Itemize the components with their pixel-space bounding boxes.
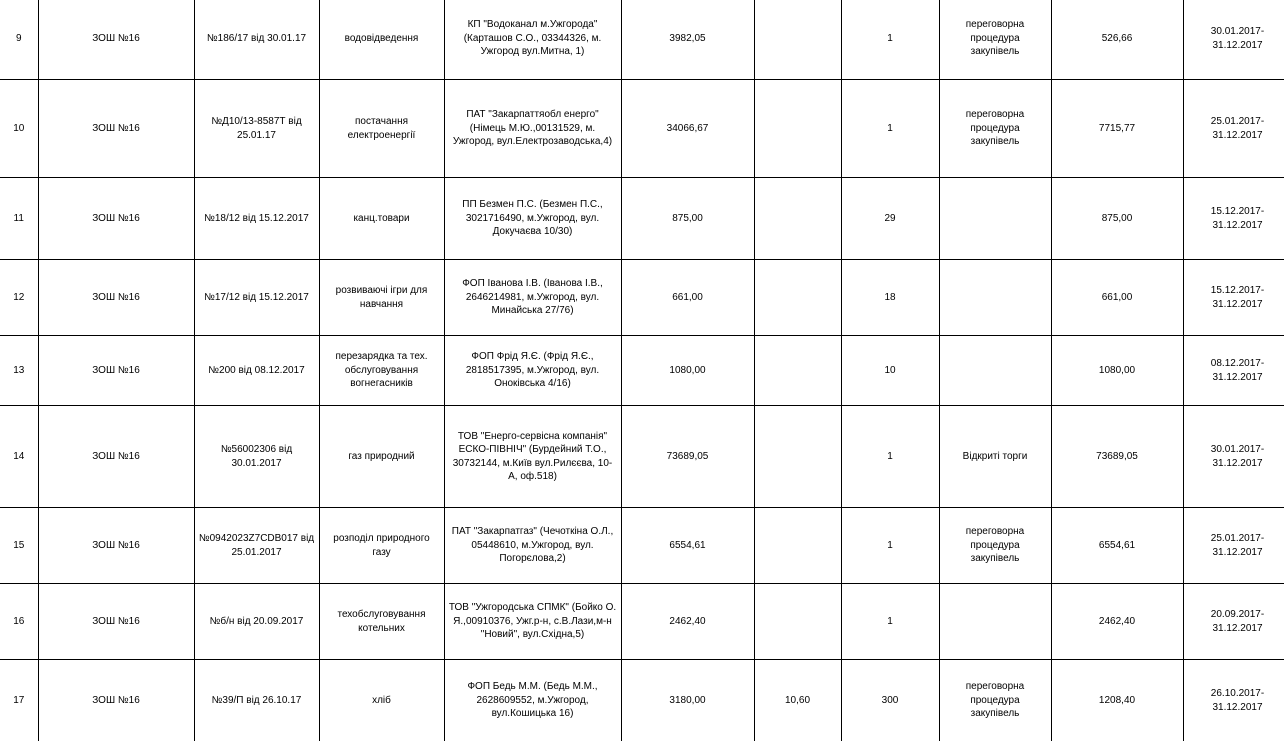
paid-amount-cell: 661,00 — [1051, 260, 1183, 336]
contract-sum-cell: 3180,00 — [621, 660, 754, 741]
contract-number-cell: №б/н від 20.09.2017 — [194, 584, 319, 660]
school-cell: ЗОШ №16 — [38, 584, 194, 660]
supplier-cell: ТОВ "Енерго-сервісна компанія" ЕСКО-ПІВНІЧ" (Бурдейний Т.О., 30732144, м.Київ вул.Рилєєва, 10- А, оф.518) — [444, 406, 621, 508]
term-cell: 30.01.2017- 31.12.2017 — [1183, 0, 1284, 80]
subject-cell: газ природний — [319, 406, 444, 508]
row-number-cell: 9 — [0, 0, 38, 80]
unit-price-cell — [754, 178, 841, 260]
term-cell: 30.01.2017- 31.12.2017 — [1183, 406, 1284, 508]
table-row — [0, 336, 1284, 406]
supplier-cell: ТОВ "Ужгородська СПМК" (Бойко О. Я.,00910376, Ужг.р-н, с.В.Лази,м-н "Новий", вул.Східна,5) — [444, 584, 621, 660]
procedure-cell: переговорна процедура закупівель — [939, 80, 1051, 178]
table-row — [0, 178, 1284, 260]
quantity-cell: 10 — [841, 336, 939, 406]
term-cell: 25.01.2017- 31.12.2017 — [1183, 80, 1284, 178]
supplier-cell: ПП Безмен П.С. (Безмен П.С., 3021716490, м.Ужгород, вул. Докучаєва 10/30) — [444, 178, 621, 260]
unit-price-cell — [754, 508, 841, 584]
procedure-cell: переговорна процедура закупівель — [939, 508, 1051, 584]
quantity-cell: 1 — [841, 80, 939, 178]
table-row — [0, 260, 1284, 336]
contract-sum-cell: 661,00 — [621, 260, 754, 336]
row-number-cell: 11 — [0, 178, 38, 260]
contract-number-cell: №Д10/13-8587Т від 25.01.17 — [194, 80, 319, 178]
supplier-cell: КП "Водоканал м.Ужгорода" (Карташов С.О., 03344326, м. Ужгород вул.Митна, 1) — [444, 0, 621, 80]
supplier-cell: ПАТ "Закарпаттяобл енерго" (Німець М.Ю.,00131529, м. Ужгород, вул.Електрозаводська,4) — [444, 80, 621, 178]
paid-amount-cell: 526,66 — [1051, 0, 1183, 80]
paid-amount-cell: 73689,05 — [1051, 406, 1183, 508]
contract-sum-cell: 2462,40 — [621, 584, 754, 660]
school-cell: ЗОШ №16 — [38, 406, 194, 508]
contract-number-cell: №17/12 від 15.12.2017 — [194, 260, 319, 336]
paid-amount-cell: 1208,40 — [1051, 660, 1183, 741]
term-cell: 08.12.2017- 31.12.2017 — [1183, 336, 1284, 406]
contract-sum-cell: 3982,05 — [621, 0, 754, 80]
row-number-cell: 15 — [0, 508, 38, 584]
unit-price-cell: 10,60 — [754, 660, 841, 741]
row-number-cell: 10 — [0, 80, 38, 178]
term-cell: 25.01.2017- 31.12.2017 — [1183, 508, 1284, 584]
school-cell: ЗОШ №16 — [38, 660, 194, 741]
school-cell: ЗОШ №16 — [38, 178, 194, 260]
contract-sum-cell: 6554,61 — [621, 508, 754, 584]
supplier-cell: ПАТ "Закарпатгаз" (Чечоткіна О.Л., 05448610, м.Ужгород, вул. Погорєлова,2) — [444, 508, 621, 584]
row-number-cell: 16 — [0, 584, 38, 660]
unit-price-cell — [754, 336, 841, 406]
contract-number-cell: №39/П від 26.10.17 — [194, 660, 319, 741]
term-cell: 26.10.2017- 31.12.2017 — [1183, 660, 1284, 741]
table-row — [0, 660, 1284, 741]
procedure-cell: переговорна процедура закупівель — [939, 0, 1051, 80]
unit-price-cell — [754, 406, 841, 508]
paid-amount-cell: 6554,61 — [1051, 508, 1183, 584]
quantity-cell: 1 — [841, 0, 939, 80]
procedure-cell — [939, 336, 1051, 406]
term-cell: 15.12.2017- 31.12.2017 — [1183, 260, 1284, 336]
table-row — [0, 508, 1284, 584]
row-number-cell: 14 — [0, 406, 38, 508]
procedure-cell: Відкриті торги — [939, 406, 1051, 508]
contract-number-cell: №56002306 від 30.01.2017 — [194, 406, 319, 508]
procedure-cell — [939, 260, 1051, 336]
contract-sum-cell: 73689,05 — [621, 406, 754, 508]
contract-number-cell: №0942023Z7CDB017 від 25.01.2017 — [194, 508, 319, 584]
school-cell: ЗОШ №16 — [38, 80, 194, 178]
procedure-cell: переговорна процедура закупівель — [939, 660, 1051, 741]
unit-price-cell — [754, 80, 841, 178]
procedure-cell — [939, 584, 1051, 660]
subject-cell: техобслуговування котельних — [319, 584, 444, 660]
unit-price-cell — [754, 584, 841, 660]
school-cell: ЗОШ №16 — [38, 260, 194, 336]
quantity-cell: 1 — [841, 406, 939, 508]
table-row — [0, 80, 1284, 178]
quantity-cell: 300 — [841, 660, 939, 741]
school-cell: ЗОШ №16 — [38, 508, 194, 584]
contract-number-cell: №186/17 від 30.01.17 — [194, 0, 319, 80]
subject-cell: водовідведення — [319, 0, 444, 80]
subject-cell: перезарядка та тех. обслуговування вогнегасників — [319, 336, 444, 406]
procedure-cell — [939, 178, 1051, 260]
contract-number-cell: №18/12 від 15.12.2017 — [194, 178, 319, 260]
subject-cell: хліб — [319, 660, 444, 741]
subject-cell: розподіл природного газу — [319, 508, 444, 584]
supplier-cell: ФОП Іванова І.В. (Іванова І.В., 2646214981, м.Ужгород, вул. Минайська 27/76) — [444, 260, 621, 336]
paid-amount-cell: 1080,00 — [1051, 336, 1183, 406]
subject-cell: розвиваючі ігри для навчання — [319, 260, 444, 336]
row-number-cell: 17 — [0, 660, 38, 741]
supplier-cell: ФОП Фрід Я.Є. (Фрід Я.Є., 2818517395, м.Ужгород, вул. Оноківська 4/16) — [444, 336, 621, 406]
table-row — [0, 0, 1284, 80]
quantity-cell: 29 — [841, 178, 939, 260]
unit-price-cell — [754, 0, 841, 80]
contract-sum-cell: 34066,67 — [621, 80, 754, 178]
term-cell: 20.09.2017- 31.12.2017 — [1183, 584, 1284, 660]
supplier-cell: ФОП Бедь М.М. (Бедь М.М., 2628609552, м.Ужгород, вул.Кошицька 16) — [444, 660, 621, 741]
paid-amount-cell: 875,00 — [1051, 178, 1183, 260]
row-number-cell: 13 — [0, 336, 38, 406]
table-row — [0, 584, 1284, 660]
paid-amount-cell: 7715,77 — [1051, 80, 1183, 178]
quantity-cell: 1 — [841, 508, 939, 584]
unit-price-cell — [754, 260, 841, 336]
quantity-cell: 1 — [841, 584, 939, 660]
paid-amount-cell: 2462,40 — [1051, 584, 1183, 660]
table-row — [0, 406, 1284, 508]
subject-cell: канц.товари — [319, 178, 444, 260]
term-cell: 15.12.2017- 31.12.2017 — [1183, 178, 1284, 260]
contract-number-cell: №200 від 08.12.2017 — [194, 336, 319, 406]
subject-cell: постачання електроенергії — [319, 80, 444, 178]
school-cell: ЗОШ №16 — [38, 336, 194, 406]
contract-sum-cell: 875,00 — [621, 178, 754, 260]
school-cell: ЗОШ №16 — [38, 0, 194, 80]
contract-sum-cell: 1080,00 — [621, 336, 754, 406]
quantity-cell: 18 — [841, 260, 939, 336]
row-number-cell: 12 — [0, 260, 38, 336]
